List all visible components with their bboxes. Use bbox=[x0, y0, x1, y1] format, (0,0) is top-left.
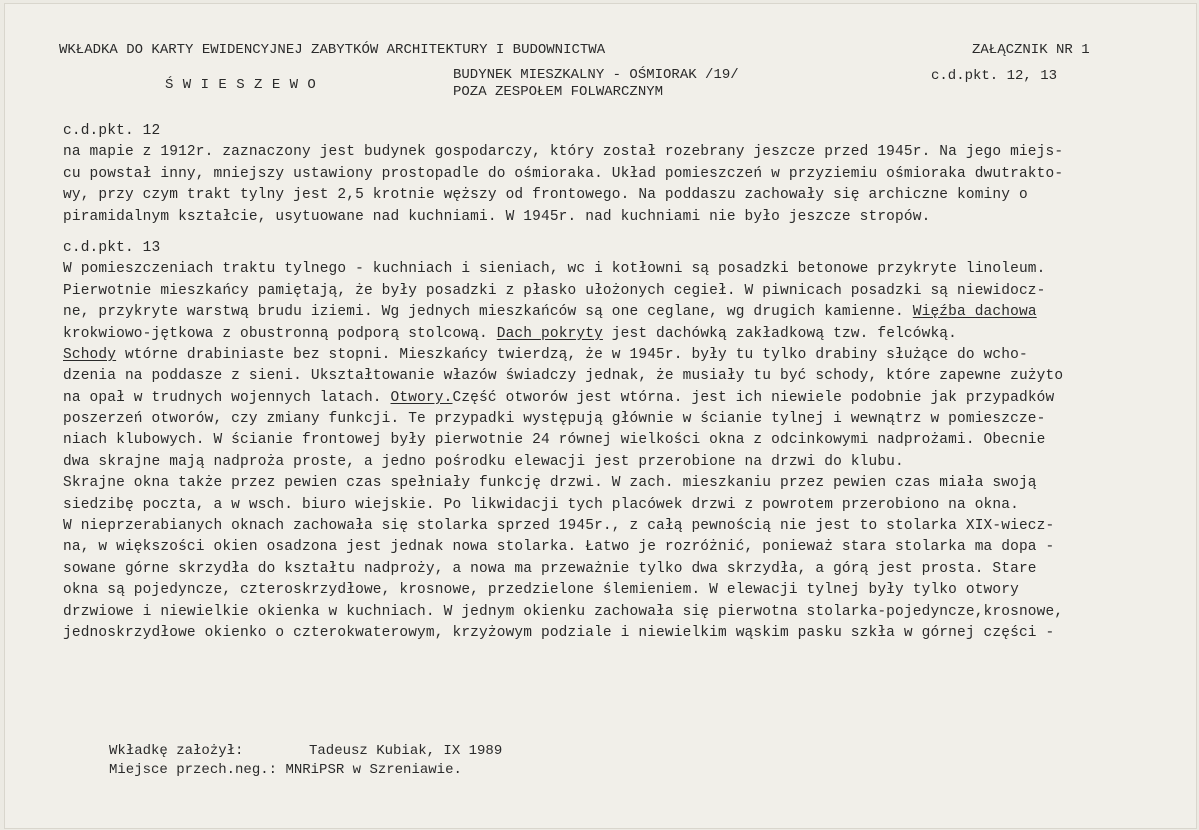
text-line: ne, przykryte warstwą brudu iziemi. Wg jednych mieszkańców są one ceglane, wg drugich kamienne. Więźba dachowa bbox=[63, 304, 1037, 321]
author-value: Tadeusz Kubiak, IX 1989 bbox=[309, 743, 503, 759]
place-name: Ś W I E S Z E W O bbox=[165, 77, 317, 93]
underlined-term: Dach pokryty bbox=[496, 325, 603, 342]
text-line: dzenia na poddasze z sieni. Ukształtowanie włazów świadczy jednak, że musiały tu być schody, które zapewne zużyto bbox=[63, 368, 1064, 385]
text-line: Skrajne okna także przez pewien czas spełniały funkcję drzwi. W zach. mieszkaniu przez pewien czas miała swoją bbox=[63, 475, 1037, 492]
text-line: dwa skrajne mają nadproża proste, a jedno pośrodku elewacji jest przerobione na drzwi do klubu. bbox=[63, 453, 904, 470]
underlined-term: Więźba dachowa bbox=[912, 304, 1037, 321]
continuation-ref: c.d.pkt. 12, 13 bbox=[931, 68, 1058, 84]
document-title: WKŁADKA DO KARTY EWIDENCYJNEJ ZABYTKÓW ARCHITEKTURY I BUDOWNICTWA bbox=[59, 42, 606, 58]
footer bbox=[109, 742, 502, 780]
section-heading: c.d.pkt. 12 bbox=[63, 123, 161, 139]
text-line: na mapie z 1912r. zaznaczony jest budynek gospodarczy, który został rozebrany jeszcze przed 1945r. Na jego miejs- bbox=[63, 144, 1064, 161]
text-line: okna są pojedyncze, czteroskrzydłowe, krosnowe, przedzielone ślemieniem. W elewacji tylnej były tylko otwory bbox=[63, 582, 1019, 599]
object-name-line2: POZA ZESPOŁEM FOLWARCZNYM bbox=[453, 84, 664, 100]
text-line: Schody wtórne drabiniaste bez stopni. Mieszkańcy twierdzą, że w 1945r. były tu tylko drabiny służące do wcho- bbox=[63, 346, 1028, 363]
underlined-term: Schody bbox=[63, 346, 117, 363]
negatives-label: Miejsce przech.neg.: bbox=[109, 762, 278, 778]
text-line: wy, przy czym trakt tylny jest 2,5 krotnie węższy od frontowego. Na poddaszu zachowały się archiczne kominy o bbox=[63, 187, 1028, 204]
text-line: Pierwotnie mieszkańcy pamiętają, że były posadzki z płasko ułożonych cegieł. W piwnicach posadzki są niewidocz- bbox=[63, 282, 1046, 299]
text-line: na, w większości okien osadzona jest jednak nowa stolarka. Łatwo je rozróżnić, ponieważ stara stolarka ma dopa - bbox=[63, 539, 1055, 556]
body-text bbox=[63, 121, 1199, 644]
text-line: krokwiowo-jętkowa z obustronną podporą stolcową. Dach pokryty jest dachówką zakładkową tzw. felcówką. bbox=[63, 325, 958, 342]
author-label: Wkładkę założył: bbox=[109, 743, 244, 759]
text-line: W pomieszczeniach traktu tylnego - kuchniach i sieniach, wc i kotłowni są posadzki betonowe przykryte linoleum. bbox=[63, 261, 1046, 278]
underlined-term: Otwory. bbox=[390, 389, 453, 406]
negatives-row bbox=[109, 761, 502, 780]
text-line: drzwiowe i niewielkie okienka w kuchniach. W jednym okienku zachowała się pierwotna stolarka-pojedyncze,krosnowe, bbox=[63, 603, 1064, 620]
text-line: cu powstał inny, mniejszy ustawiony prostopadle do ośmioraka. Układ pomieszczeń w przyziemiu ośmioraka dwutrakto- bbox=[63, 165, 1064, 182]
negatives-value: MNRiPSR w Szreniawie. bbox=[285, 762, 462, 778]
text-line: jednoskrzydłowe okienko o czterokwaterowym, krzyżowym podziale i niewielkim wąskim pasku szkła w górnej części - bbox=[63, 624, 1055, 641]
author-row bbox=[109, 742, 502, 761]
attachment-label: ZAŁĄCZNIK NR 1 bbox=[972, 42, 1090, 58]
text-line: poszerzeń otworów, czy zmiany funkcji. Te przypadki występują głównie w ścianie tylnej i wewnątrz w pomieszcze- bbox=[63, 411, 1046, 428]
text-line: piramidalnym kształcie, usytuowane nad kuchniami. W 1945r. nad kuchniami nie było jeszcze stropów. bbox=[63, 208, 931, 225]
section-heading: c.d.pkt. 13 bbox=[63, 239, 161, 256]
text-line: sowane górne skrzydła do kształtu nadproży, a nowa ma przeważnie tylko dwa skrzydła, a górą jest prosta. Stare bbox=[63, 560, 1037, 577]
text-line: siedzibę poczta, a w wsch. biuro wiejskie. Po likwidacji tych placówek drzwi z powrotem przerobiono na okna. bbox=[63, 496, 1019, 513]
text-line: niach klubowych. W ścianie frontowej były pierwotnie 24 równej wielkości okna z odcinkowymi nadprożami. Obecnie bbox=[63, 432, 1046, 449]
document-sheet bbox=[4, 3, 1197, 829]
text-line: na opał w trudnych wojennych latach. Otwory.Część otworów jest wtórna. jest ich niewiele podobnie jak przypadków bbox=[63, 389, 1055, 406]
object-name-line1: BUDYNEK MIESZKALNY - OŚMIORAK /19/ bbox=[453, 67, 739, 83]
text-line: W nieprzerabianych oknach zachowała się stolarka sprzed 1945r., z całą pewnością nie jest to stolarka XIX-wiecz- bbox=[63, 518, 1055, 535]
